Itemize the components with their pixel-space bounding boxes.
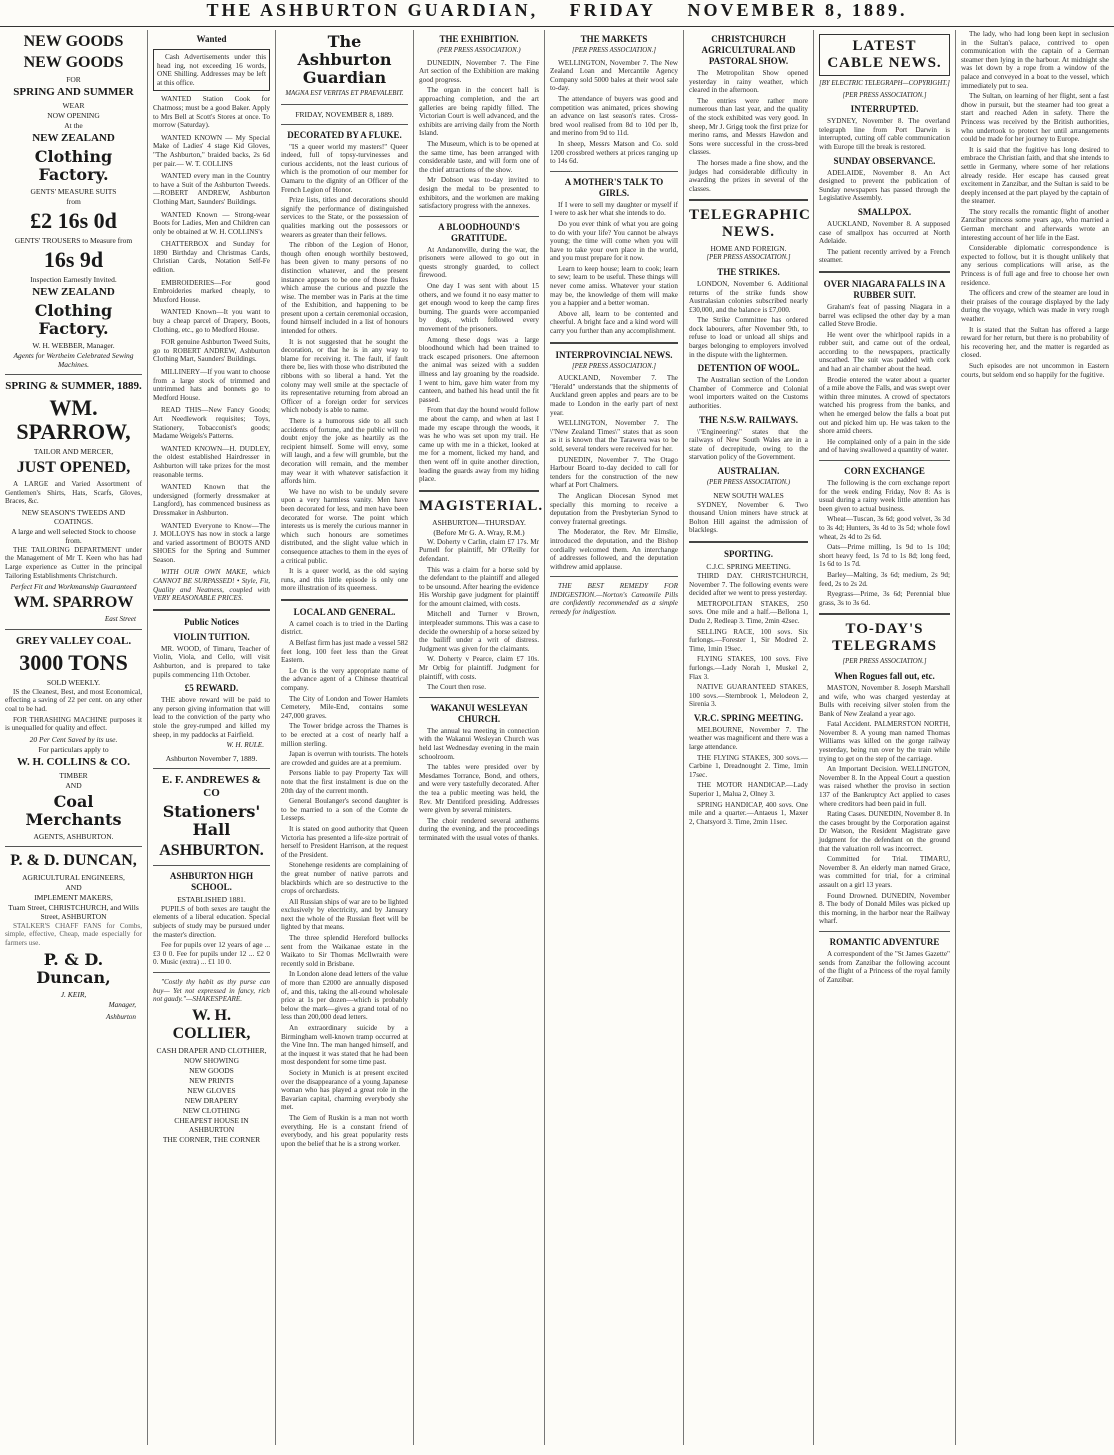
vrc-heading: V.R.C. SPRING MEETING. xyxy=(693,712,804,723)
ad-new-goods-2: NEW GOODS xyxy=(23,54,124,71)
divider xyxy=(5,629,142,630)
ad-new-zealand-2: NEW ZEALAND xyxy=(32,286,115,298)
todays-telegrams-heading: TO-DAY'S TELEGRAMS xyxy=(832,621,937,655)
masthead-date: NOVEMBER 8, 1889. xyxy=(687,0,908,20)
corn-exchange-continued: Wheat—Tuscan, 3s 6d; good velvet, 3s 3d to 3s 4d; Hunters, 3s 4d to 3s 5d; whole fowl wheat, 2s 4d to 2s 6d. Oats—Prime milling, 1s 9d to 1s 10d; short heavy feed, 1s 7d to 1s 8d; long feed, 1s 6d to 1s 7d. Barley—Malting, 3s 6d; medium, 2s 9d; feed, 2s to 2s 2d. Ryegrass—Prime, 3s 6d; Perennial blue grass, 3s to 3s 6d. xyxy=(819,515,950,607)
ad-fit-guaranteed: Perfect Fit and Workmanship Guaranteed xyxy=(10,582,137,592)
romantic-body: A correspondent of the "St James Gazette" sends from Zanzibar the following account of the flight of a Princess of the royal family of Zanzibar. xyxy=(819,949,950,984)
reward-signature: W. H. RULE. xyxy=(226,741,264,750)
todays-telegrams-source: [PER PRESS ASSOCIATION.] xyxy=(842,658,927,666)
divider xyxy=(819,271,950,273)
collier-cheapest: CHEAPEST HOUSE IN ASHBURTON xyxy=(174,1115,249,1134)
school-fees: Fee for pupils over 12 years of age ... £3 0 0. Fee for pupils under 12 ... £2 0 0. Music (extra) ... £1 10 0. xyxy=(153,941,270,967)
ad-chaff-fans: STALKER'S CHAFF FANS for Combs, simple, effective, Cheap, made especially for farmers use. xyxy=(5,921,142,947)
smallpox-heading: SMALLPOX. xyxy=(857,206,912,217)
school-heading: ASHBURTON HIGH SCHOOL. xyxy=(169,870,254,892)
ad-collins: W. H. COLLINS & CO. xyxy=(17,755,130,768)
romantic-continued: The lady, who had long been kept in seclusion in the Sultan's palace, contrived to open communication with the captain of a German steamer then lying in the harbour. At midnight she was let down by a rope from a window of the palace and conveyed in a boat to the vessel, which immediately put to sea. The Sultan, on learning of her flight, sent a fast dhow in pursuit, but the steamer had too great a start and reached Aden in safety. There the Princess was received by the British authorities, who undertook to protect her until arrangements could be made for her journey to Europe. It is said that the fugitive has long desired to embrace the Christian faith, and that she intends to settle in Germany, where some of her relations already reside. Her escape has caused great excitement in Zanzibar, and the Sultan is said to be deeply incensed at the part played by the captain of the steamer. The story recalls the romantic flight of another Zanzibar princess some years ago, who married a German merchant and afterwards wrote an interesting account of her life in the East. Considerable diplomatic correspondence is expected to follow, but it is thought unlikely that any serious complications will arise, as the Princess is of full age and free to choose her own residence. The officers and crew of the steamer are loud in their praises of the courage displayed by the lady during the voyage, which was made in very rough weather. It is stated that the Sultan has offered a large reward for her return, but there is no probability of his recovering her, and the matter is regarded as closed. Such episodes are not uncommon in Eastern courts, but seldom end so happily for the fugitive. xyxy=(961,30,1109,379)
ad-keir: J. KEIR, xyxy=(60,989,87,999)
reward-heading: £5 REWARD. xyxy=(184,683,239,694)
bloodhound-body: At Andanonville, during the war, the prisoners were allowed to go out in quests strongly guarded, to collect firewood. xyxy=(419,245,539,280)
ad-at-the: At the xyxy=(64,121,83,130)
interprovincial-source: [PER PRESS ASSOCIATION.] xyxy=(571,362,656,370)
collier-name: W. H. COLLIER, xyxy=(172,1006,251,1042)
editorial-motto: MAGNA EST VERITAS ET PRAEVALEBIT. xyxy=(285,90,404,97)
ad-timber: TIMBER xyxy=(59,770,88,780)
local-item: The City of London and Tower Hamlets Cemetery, Mile-End, contains some 247,000 graves. xyxy=(281,694,408,720)
sunday-body: ADELAIDE, November 8. An Act designed to prevent the publication of Sunday newspapers has passed through the Legislative Assembly. xyxy=(819,168,950,203)
synod-body: The Anglican Diocesan Synod met specially this morning to receive a deputation from the Presbyterian Synod to convey fraternal greetings. xyxy=(550,491,678,526)
wanted-item: WANTED Station Cook for Chatmoss; must be a good Baker. Apply to Mrs Bell at Scott's Stores at once. To morrow (Saturday). xyxy=(153,95,270,130)
column-3 xyxy=(276,30,414,1445)
divider xyxy=(819,931,950,932)
ad-coal-merchants: Coal Merchants xyxy=(25,791,122,829)
strikes-body: LONDON, November 6. Additional returns of the strike funds show Australasian colonies subscribed nearly £30,000, and the balance is £7,000. xyxy=(689,279,808,314)
collier-showing: NOW SHOWING xyxy=(183,1055,240,1065)
wanted-item: WANTED Known—It you want to buy a cheap parcel of Drapery, Boots, Clothing, etc., go to Medford House. xyxy=(153,308,270,334)
editorial-body: Prize lists, titles and decorations should signify the performance of distinguished services to the State, or the possession of qualities marking out the possessors or wearers as greater than their fellows. xyxy=(281,196,408,239)
divider xyxy=(281,104,408,105)
ad-coal-desc: IS the Cleanest, Best, and most Economical, effecting a saving of 22 per cent. on any other coal to be had. xyxy=(5,687,142,713)
ad-saved: 20 Per Cent Saved by its use. xyxy=(29,734,118,744)
wanted-item: WANTED KNOWN — My Special Make of Ladies' 4 stage Kid Gloves, "The Ashburton," braided backs, 2s 6d per pair.— W. T. COLLINS xyxy=(153,133,270,168)
collier-gloves: NEW GLOVES xyxy=(187,1085,236,1095)
wesleyan-continued: The tables were presided over by Mesdames Torrance, Bond, and others, and were very tastefully decorated. After the tea a public meeting was held, the Rev. Mr Dentiford presiding. Addresses were given by several ministers. The choir rendered several anthems during the evening, and the proceedings terminated with the usual votes of thanks. xyxy=(419,763,539,842)
telegraphic-heading: TELEGRAPHIC NEWS. xyxy=(689,207,811,241)
wanted-item: WANTED Everyone to Know—The J. MOLLOYS has now in stock a large and varied assortment of BOOTS AND SHOES for the Spring and Summer Season. xyxy=(153,521,270,564)
divider xyxy=(5,846,142,847)
column-8 xyxy=(956,30,1114,1445)
niagara-body: Graham's feat of passing Niagara in a barrel was eclipsed the other day by a man called Steve Brodie. xyxy=(819,302,950,329)
show-heading: CHRISTCHURCH AGRICULTURAL AND PASTORAL SHOW. xyxy=(701,34,796,66)
wanted-item: MILLINERY—If you want to choose from a large stock of trimmed and untrimmed hats and bonnets go to Medford House. xyxy=(153,368,270,402)
ad-apply: For particulars apply to xyxy=(38,744,109,754)
ad-tailor: TAILOR AND MERCER, xyxy=(33,447,114,456)
stationers-hall: Stationers' Hall xyxy=(162,801,261,839)
remedy-advert: THE BEST REMEDY FOR INDIGESTION.—Norton's Camomile Pills are confidently recommended as a simple remedy for indigestion. xyxy=(550,582,678,617)
wesleyan-heading: WAKANUI WESLEYAN CHURCH. xyxy=(430,702,528,724)
bloodhound-continued: One day I was sent with about 15 others, and we found it no easy matter to get enough wood to keep the camp fires burning. The guards were accompanied by dogs, which followed every movement of the prisoners. Among these dogs was a large bloodhound which had been trained to track escaped prisoners. One afternoon the animal was seized with a sudden illness and lay groaning by the roadside. I went to him, gave him water from my canteen, and bathed his head until the fit passed. From that day the hound would follow me about the camp, and when at last I made my escape through the woods, it was he who was set upon my trail. He came up with me in a thicket, looked at me for a moment, licked my hand, and then went off in quite another direction, leading the guards away from my hiding place. xyxy=(419,282,539,484)
ad-tailoring-dept: THE TAILORING DEPARTMENT under the Management of Mr T. Keen who has had Large experience as Cutter in the principal Tailoring Establishments Christchurch. xyxy=(5,545,142,580)
telegraphic-sub: HOME AND FOREIGN. xyxy=(710,244,787,254)
sunday-heading: SUNDAY OBSERVANCE. xyxy=(833,155,936,166)
ad-suit-price: £2 16s 0d xyxy=(30,208,117,233)
exhibition-heading: THE EXHIBITION. xyxy=(439,34,519,44)
collier-trade: CASH DRAPER AND CLOTHIER, xyxy=(156,1045,267,1055)
telegrams-continued: Fatal Accident. PALMERSTON NORTH, November 8. A young man named Thomas Williams was killed on the gorge railway yesterday, being run over by the train while trying to get on the step of the carriage. An Important Decision. WELLINGTON, November 8. In the Appeal Court a question was raised whether the proviso in section 137 of the Bankruptcy Act applied to cases where creditors had been paid in full. Rating Cases. DUNEDIN, November 8. In the cases brought by the Corporation against Dr Watson, the Resident Magistrate gave judgment for the defendant on the ground that the valuation roll was incorrect. Committed for Trial. TIMARU, November 8. An elderly man named Grace, was committed for trial, for a criminal assault on a girl 13 years. Found Drowned. DUNEDIN, November 8. The body of Donald Miles was picked up this morning, in the harbor near the Railway wharf. xyxy=(819,720,950,926)
divider xyxy=(153,972,270,973)
divider xyxy=(689,199,808,201)
wanted-item: READ THIS—New Fancy Goods; Art Needlework requisites; Toys, Stationery, Tobacconist's goods; Madame Weigels's Patterns. xyxy=(153,406,270,441)
interprovincial-heading: INTERPROVINCIAL NEWS. xyxy=(555,349,673,360)
australian-heading: AUSTRALIAN. xyxy=(717,466,780,476)
collier-prints: NEW PRINTS xyxy=(189,1075,234,1085)
rogues-heading: When Rogues fall out, etc. xyxy=(834,670,935,681)
column-5 xyxy=(545,30,684,1445)
cable-copyright: [BY ELECTRIC TELEGRAPH—COPYRIGHT.] xyxy=(819,80,950,87)
collier-drapery: NEW DRAPERY xyxy=(184,1095,239,1105)
public-notices-heading: Public Notices xyxy=(184,616,239,627)
divider xyxy=(419,490,539,492)
interprovincial-body: AUCKLAND, November 7. The "Herald" understands that the shipments of Auckland green apples and pears are to be made to London in the early part of next year. xyxy=(550,374,678,417)
ad-trousers: GENTS' TROUSERS to Measure from xyxy=(14,236,133,245)
interrupted-heading: INTERRUPTED. xyxy=(850,104,919,115)
smallpox-body: AUCKLAND, November 8. A supposed case of smallpox has occurred at North Adelaide. xyxy=(819,219,950,246)
markets-source: [PER PRESS ASSOCIATION.] xyxy=(571,47,656,54)
divider xyxy=(153,865,270,866)
mothers-talk-heading: A MOTHER'S TALK TO GIRLS. xyxy=(564,176,664,198)
ad-just-opened: JUST OPENED, xyxy=(16,459,131,476)
wanted-item: EMBROIDERIES—For good Embroideries marked cheaply, to Muxford House. xyxy=(153,278,270,304)
magisterial-body: W. Doherty v Carlin, claim £7 17s. Mr Purnell for plaintiff, Mr O'Reilly for defendant. xyxy=(419,537,539,563)
magisterial-bench: (Before Mr G. A. Wray, R.M.) xyxy=(433,527,525,537)
ad-clothing-factory: Clothing Factory. xyxy=(34,147,113,184)
column-7 xyxy=(814,30,956,1445)
school-body: PUPILS of both sexes are taught the elements of a liberal education. Special subjects of study may be pursued under the master's direction. xyxy=(153,904,270,939)
reward-date: Ashburton November 7, 1889. xyxy=(165,753,258,763)
divider xyxy=(550,342,678,344)
wanted-heading: Wanted xyxy=(196,34,227,44)
sporting-heading: SPORTING. xyxy=(724,548,773,559)
sporting-meeting: C.J.C. SPRING MEETING. xyxy=(706,561,791,571)
masthead-title: THE ASHBURTON GUARDIAN, xyxy=(206,0,539,20)
markets-body: WELLINGTON, November 7. The New Zealand Loan and Mercantile Agency Company sold 5000 bales at their wool sale to-day. xyxy=(550,58,678,93)
ad-clothing-factory-2: Clothing Factory. xyxy=(34,301,113,338)
ad-grey-valley: GREY VALLEY COAL. xyxy=(15,634,132,647)
column-2 xyxy=(148,30,276,1445)
wool-body: The Australian section of the London Chamber of Commerce and Colonial wool importers waited on the Customs authorities. xyxy=(689,376,808,411)
ad-addresses: Tuam Street, CHRISTCHURCH, and Wills Street, ASHBURTON xyxy=(8,902,139,921)
markets-continued: The attendance of buyers was good and competition was animated, prices showing an advance on last season's rates. Cross-bred wool realised from 8d to 10d per lb, and merino from 9d to 11d. In sheep, Messrs Matson and Co. sold 1200 crossbred wethers at prices ranging up to 14s 6d. xyxy=(550,94,678,166)
corn-exchange-body: The following is the corn exchange report for the week ending Friday, Nov 8: As is usual during a rainy week little attention has been given to actual business. xyxy=(819,479,950,513)
school-established: ESTABLISHED 1881. xyxy=(177,894,246,904)
magisterial-continued: This was a claim for a horse sold by the defendant to the plaintiff and alleged to be unsound. After hearing the evidence His Worship gave judgment for plaintiff for the amount claimed, with costs. Mitchell and Turner v Brown, interpleader summons. This was a case to decide the ownership of a horse seized by the bailiff under a writ of distress. Judgment was given for the claimants. W. Doherty v Pearce, claim £7 10s. Mr Orbig for plaintiff. Judgment for plaintiff, with costs. The Court then rose. xyxy=(419,565,539,692)
mothers-talk-continued: Do you ever think of what you are going to do with your life? You cannot be always young; the time will come when you will have to take your own place in the world, and you must prepare for it now. Learn to keep house; learn to cook; learn to sew; learn to be useful. These things will never come amiss. Whatever your station may be, the knowledge of them will make you a happier and a better woman. Above all, learn to be contented and cheerful. A bright face and a kind word will carry you further than any accomplishment. xyxy=(550,219,678,336)
masthead-day: FRIDAY xyxy=(569,0,656,20)
show-body: The Metropolitan Show opened yesterday in rainy weather, which cleared in the afternoon. xyxy=(689,69,808,95)
divider xyxy=(819,460,950,461)
ad-now-opening: NOW OPENING xyxy=(47,111,100,120)
column-6 xyxy=(684,30,814,1445)
bloodhound-heading: A BLOODHOUND'S GRATITUDE. xyxy=(438,221,520,243)
ad-and: AND xyxy=(65,780,82,790)
wanted-item: WANTED Known that the undersigned (formerly dressmaker at Langford), has commenced business as Dressmaker in Ashburton. xyxy=(153,483,270,517)
romantic-heading: ROMANTIC ADVENTURE xyxy=(829,936,940,947)
australian-source: (PER PRESS ASSOCIATION.) xyxy=(706,479,791,486)
ad-for: FOR xyxy=(66,75,81,84)
ad-new-zealand: NEW ZEALAND xyxy=(32,132,115,144)
editorial-title: The Ashburton Guardian xyxy=(297,32,392,87)
rogues-body: MASTON, November 8. Joseph Marshall and wife, who was charged yesterday at Bulls with receiving silver stolen from the Bank of New Zealand a year ago. xyxy=(819,683,950,718)
ad-spring-summer: SPRING AND SUMMER xyxy=(13,86,134,98)
ad-engineers: AGRICULTURAL ENGINEERS, xyxy=(22,872,125,882)
divider xyxy=(5,374,142,375)
ad-inspection: Inspection Earnestly Invited. xyxy=(30,275,117,284)
wesleyan-body: The annual tea meeting in connection with the Wakanui Wesleyan Church was held last Wednesday evening in the main schoolroom. xyxy=(419,726,539,761)
violin-heading: VIOLIN TUITION. xyxy=(173,631,250,642)
local-item: A camel coach is to tried in the Darling district. xyxy=(281,619,408,637)
divider xyxy=(819,613,950,615)
local-continued: The Tower bridge across the Thames is to be erected at a cost of nearly half a million sterling. Japan is overrun with tourists. The hotels are crowded and guides are at a premium. Persons liable to pay Property Tax will note that the first instalment is due on the 20th day of the current month. General Boulanger's second daughter is to be married to a son of the Comte de Lesseps. It is stated on good authority that Queen Victoria has presented a life-size portrait of herself to President Harrison, at the request of the President. Stonehenge residents are complaining of the great number of native parrots and blackbirds which are so destructive to the crops of orchardists. All Russian ships of war are to be lighted exclusively by electricity, and by January next the whole of the Russian fleet will be lighted by that means. The three splendid Hereford bullocks sent from the Waikanae estate in the Waikato to Sir Thomas McIlwraith were recently sold in Brisbane. In London alone dead letters of the value of more than £2000 are annually disposed of, and this, taking the all-round wholesale price at 1s per dozen—which is probably below the mark—gives a grand total of no less than 200,000 dead letters. An extraordinary suicide by a Birmingham well-known tramp occurred at the Vine Inn. The man hanged himself, and at the inquest it was stated that he had been most despondent for some time past. Society in Munich is at present excited over the disappearance of a young Japanese woman who has played a great role in the Bavarian capital, charming everybody she met. The Gem of Ruskin is a man not worth everything. He is a constant friend of everybody, and his great popularity rests upon the belief that he is a strong worker. xyxy=(281,722,408,1148)
divider xyxy=(153,768,270,769)
collier-clothing: NEW CLOTHING xyxy=(182,1105,241,1115)
editorial-lead: "IS a queer world my masters!" Queer indeed, full of topsy-turvinesses and curious accidents, not the least curious of which is the promotion of our member for Oamaru to the dignity of an Officer of the French Legion of Honor. xyxy=(281,142,408,194)
smallpox-continued: The patient recently arrived by a French steamer. xyxy=(819,247,950,265)
divider xyxy=(281,599,408,601)
australian-body: SYDNEY, November 6. Two thousand Union miners have struck at Bolton Hill against the admission of blacklegs. xyxy=(689,500,808,535)
collier-goods: NEW GOODS xyxy=(189,1065,234,1075)
exhibition-continued: The organ in the concert hall is approaching completion, and the art galleries are being rapidly filled. The Victorian Court is well advanced, and the exhibits are arriving daily from the North Island. The Museum, which is to be opened at the same time, has been arranged with considerable taste, and will form one of the chief attractions of the show. Mr Dobson was to-day invited to design the medal to be presented to exhibitors, and the workmen are making satisfactory progress with the annexes. xyxy=(419,86,539,211)
local-item: A Belfast firm has just made a vessel 582 feet long, 100 feet less than the Great Eastern. xyxy=(281,639,408,665)
ad-assortment: A LARGE and Varied Assortment of Gentlemen's Shirts, Hats, Scarfs, Gloves, Braces, &c. xyxy=(5,480,142,506)
divider xyxy=(550,576,678,577)
cable-news-heading: LATEST CABLE NEWS. xyxy=(819,34,950,76)
divider xyxy=(153,609,270,611)
cable-source: [PER PRESS ASSOCIATION.] xyxy=(842,91,927,99)
ad-ashburton: Ashburton xyxy=(106,1013,136,1022)
sporting-body: THIRD DAY. CHRISTCHURCH, November 7. The following events were decided after we went to press yesterday. xyxy=(689,571,808,598)
collier-corner: THE CORNER, THE CORNER xyxy=(162,1134,261,1144)
wool-heading: DETENTION OF WOOL. xyxy=(697,363,800,374)
exhibition-body: DUNEDIN, November 7. The Fine Art section of the Exhibition are making good progress. xyxy=(419,58,539,84)
ad-sold-weekly: SOLD WEEKLY. xyxy=(46,677,101,687)
wanted-item: WANTED every man in the Country to have a Suit of the Ashburton Tweeds.—ROBERT ANDREW, Ashburton Clothing Mart, Saunders' Buildings. xyxy=(153,172,270,206)
vrc-body: MELBOURNE, November 7. The weather was magnificent and there was a large attendance. xyxy=(689,725,808,752)
stationers-town: ASHBURTON. xyxy=(159,841,264,859)
divider xyxy=(550,171,678,172)
wanted-item: WITH OUR OWN MAKE, which CANNOT BE SURPASSED! • Style, Fit, Quality and Neatness, coupled with VERY REASONABLE PRICES. xyxy=(153,568,270,603)
divider xyxy=(281,124,408,125)
masthead xyxy=(0,0,1114,26)
corn-exchange-heading: CORN EXCHANGE xyxy=(844,466,925,476)
ad-sparrow-2: WM. SPARROW xyxy=(13,594,134,612)
divider xyxy=(419,216,539,217)
editorial-continued: The ribbon of the Legion of Honor, though often enough worthily bestowed, has been given to many persons of no distinction whatever, and the present instance appears to be one of those flukes which amuse the curious and puzzle the wise. The member was in Paris at the time of the Exhibition, and happening to be present upon a certain ceremonial occasion, found himself included in a list of honours intended for others. It is not suggested that he sought the decoration, or that he is in any way to blame for receiving it. The fault, if fault there be, lies with those who distributed the ribbons with so liberal a hand. Yet the colony may well smile at the spectacle of its representative returning from abroad an Officer of a foreign order for services which nobody is able to name. There is a humorous side to all such accidents of fortune, and the public will no doubt enjoy the joke as heartily as the recipient himself. Some will envy, some will laugh, and a few will grumble, but the decoration will remain, and the member may wear it with whatever satisfaction it affords him. We have no wish to be unduly severe upon a very harmless vanity. Men have been decorated for less, and men have been decorated for worse. The point which interests us is merely the curious manner in which such honours are sometimes distributed, and the slight value which in consequence attaches to them in the eyes of a critical public. It is a queer world, as the old saying runs, and this little episode is only one more illustration of its queerness. xyxy=(281,241,408,593)
shakespeare-quote: "Costly thy habit as thy purse can buy— Yet not expressed in fancy, rich not gaudy."—SHAKESPEARE. xyxy=(153,977,270,1004)
ad-sparrow: WM. SPARROW, xyxy=(16,395,131,444)
wanted-item: WANTED KNOWN—H. DUDLEY, the oldest established Hairdresser in Ashburton will take prizes for the most reasonable terms. xyxy=(153,444,270,479)
local-item: Le On is the very appropriate name of the advance agent of a Chinese theatrical company. xyxy=(281,666,408,693)
ad-duncan: P. & D. DUNCAN, xyxy=(10,851,137,869)
strikes-heading: THE STRIKES. xyxy=(717,266,780,277)
ad-manager: W. H. WEBBER, Manager. xyxy=(32,341,115,350)
wanted-item: WANTED Known — Strong-wear Boots for Ladies, Men and Children can only be obtained at W. H. COLLINS's xyxy=(153,210,270,236)
andrewes-name: E. F. ANDREWES & CO xyxy=(162,773,261,799)
divider xyxy=(419,697,539,698)
editorial-heading: DECORATED BY A FLUKE. xyxy=(287,129,402,140)
ad-3000-tons: 3000 TONS xyxy=(19,649,128,675)
mothers-talk-body: If I were to sell my daughter or myself if I were to ask her what she intends to do. xyxy=(550,200,678,218)
railways-heading: THE N.S.W. RAILWAYS. xyxy=(698,414,799,425)
australian-nsw: NEW SOUTH WALES xyxy=(713,490,784,500)
sporting-results: METROPOLITAN STAKES, 250 sovs. One mile and a half.—Bellona 1, Dudu 2, Redleap 3. Time, 2min 42sec. SELLING RACE, 100 sovs. Six furlongs.—Forester 1, Sir Modred 2. Time, 1min 19sec. FLYING STAKES, 100 sovs. Five furlongs.—Lady Norah 1, Muskel 2, Flax 3. NATIVE GUARANTEED STAKES, 100 sovs.—Sternbrook 1, Melodeon 2, Sirenia 3. xyxy=(689,599,808,709)
magisterial-date: ASHBURTON—THURSDAY. xyxy=(432,517,526,527)
ad-stock: A large and well selected Stock to choose from. xyxy=(11,526,136,545)
ad-wear: WEAR xyxy=(62,101,85,110)
strikes-continued: The Strike Committee has ordered dock labourers, after November 9th, to refuse to load or unload all ships and barges belonging to employers involved in the dispute with the lightermen. xyxy=(689,316,808,359)
vrc-results: THE FLYING STAKES, 300 sovs.—Carbine 1, Dreadnought 2. Time, 1min 17sec. THE MOTOR HANDICAP.—Lady Superior 1, Malua 2, Olney 3. SPRING HANDICAP, 400 sovs. One mile and a quarter.—Antaeus 1, Maxer 2, Chatsyord 3. Time, 2min 11sec. xyxy=(689,753,808,826)
ad-spring-1889: SPRING & SUMMER, 1889. xyxy=(5,380,142,392)
column-4 xyxy=(414,30,545,1445)
ad-duncan-2: P. & D. Duncan, xyxy=(36,949,111,987)
ad-thrashing: FOR THRASHING MACHINE purposes it is unequalled for quality and effect. xyxy=(5,715,142,733)
wanted-terms: Cash Advertisements under this head ing, not exceeding 16 words, ONE Shilling. Addresses may be left at this office. xyxy=(153,49,270,91)
railways-continued: \"Engineering\" states that the railways of New South Wales are in a state of decrepitude, owing to the starvation policy of the Government. xyxy=(689,427,808,462)
ad-trousers-price: 16s 9d xyxy=(43,247,104,272)
ad-measure-suits: GENTS' MEASURE SUITS xyxy=(30,187,117,196)
telegraphic-source: [PER PRESS ASSOCIATION.] xyxy=(706,254,791,262)
interrupted-body: SYDNEY, November 8. The overland telegraph line from Port Darwin is interrupted, cutting off cable communication with Europe till the break is restored. xyxy=(819,117,950,151)
exhibition-source: (PER PRESS ASSOCIATION.) xyxy=(437,47,521,54)
magisterial-heading: MAGISTERIAL. xyxy=(419,497,544,514)
ad-implements: IMPLEMENT MAKERS, xyxy=(34,892,113,902)
masthead-rule xyxy=(0,26,1114,27)
reward-notice: THE above reward will be paid to any person giving information that will lead to the conviction of the party who stole the grey-rumped and killed my sheep, in my paddocks at Fairfield. xyxy=(153,696,270,739)
synod-continued: The Moderator, the Rev. Mr Elmslie, introduced the deputation, and the Bishop cordially welcomed them. An interchange of addresses followed, and the deputation withdrew amid applause. xyxy=(550,528,678,571)
ad-and-2: AND xyxy=(65,882,82,892)
ad-east-street: East Street xyxy=(104,615,136,624)
column-1 xyxy=(0,30,148,1445)
editorial-date: FRIDAY, NOVEMBER 8, 1889. xyxy=(295,109,394,119)
markets-heading: THE MARKETS xyxy=(580,34,648,44)
violin-notice: MR. WOOD, of Timaru, Teacher of Violin, Viola, and Cello, will visit Ashburton, and is prepared to take pupils commencing 11th October. xyxy=(153,644,270,679)
ad-agents: AGENTS, ASHBURTON. xyxy=(33,831,114,841)
ad-manager-2: Manager, xyxy=(108,1000,136,1009)
divider xyxy=(689,541,808,543)
wanted-item: CHATTERBOX and Sunday for 1890 Birthday and Christmas Cards, Christian Cards, Notation Self-Fe edition. xyxy=(153,240,270,275)
show-continued: The entries were rather more numerous than last year, and the quality of the stock exhibited was very good. In sheep, Mr J. Grigg took the first prize for merino rams, and Messrs Hawdon and Sons were successful in the cross-bred classes. The horses made a fine show, and the judges had considerable difficulty in awarding the prizes in several of the classes. xyxy=(689,96,808,193)
ad-sewing-agents: Agents for Wertheim Celebrated Sewing Machines. xyxy=(13,351,134,369)
niagara-continued: He went over the whirlpool rapids in a rubber suit, and came out of the ordeal, according to the newspapers, practically unscathed. The suit was padded with cork and had an air chamber about the head. Brodie entered the water about a quarter of a mile above the Falls, and was swept over within three minutes. A crowd of spectators watched his progress from the banks, and when he emerged below the falls a boat put out and picked him up. He was taken to the shore amid cheers. He complained only of a pain in the side and of having swallowed a quantity of water. xyxy=(819,330,950,455)
wanted-item: FOR genuine Ashburton Tweed Suits, go to ROBERT ANDREW, Ashburton Clothing Mart, Saunders' Buildings. xyxy=(153,338,270,364)
ad-tweeds: NEW SEASON'S TWEEDS AND COATINGS. xyxy=(21,507,126,526)
niagara-heading: OVER NIAGARA FALLS IN A RUBBER SUIT. xyxy=(823,278,946,300)
ad-from: from xyxy=(66,197,81,206)
local-general-heading: LOCAL AND GENERAL. xyxy=(293,606,396,617)
interprovincial-continued: WELLINGTON, November 7. The \"New Zealand Times\" states that as soon as it is known that the Tarawera was to be sold, several tenders were received for her. DUNEDIN, November 7. The Otago Harbour Board to-day decided to call for tenders for the construction of the new wharf at Port Chalmers. xyxy=(550,419,678,490)
ad-new-goods-1: NEW GOODS xyxy=(23,33,124,50)
